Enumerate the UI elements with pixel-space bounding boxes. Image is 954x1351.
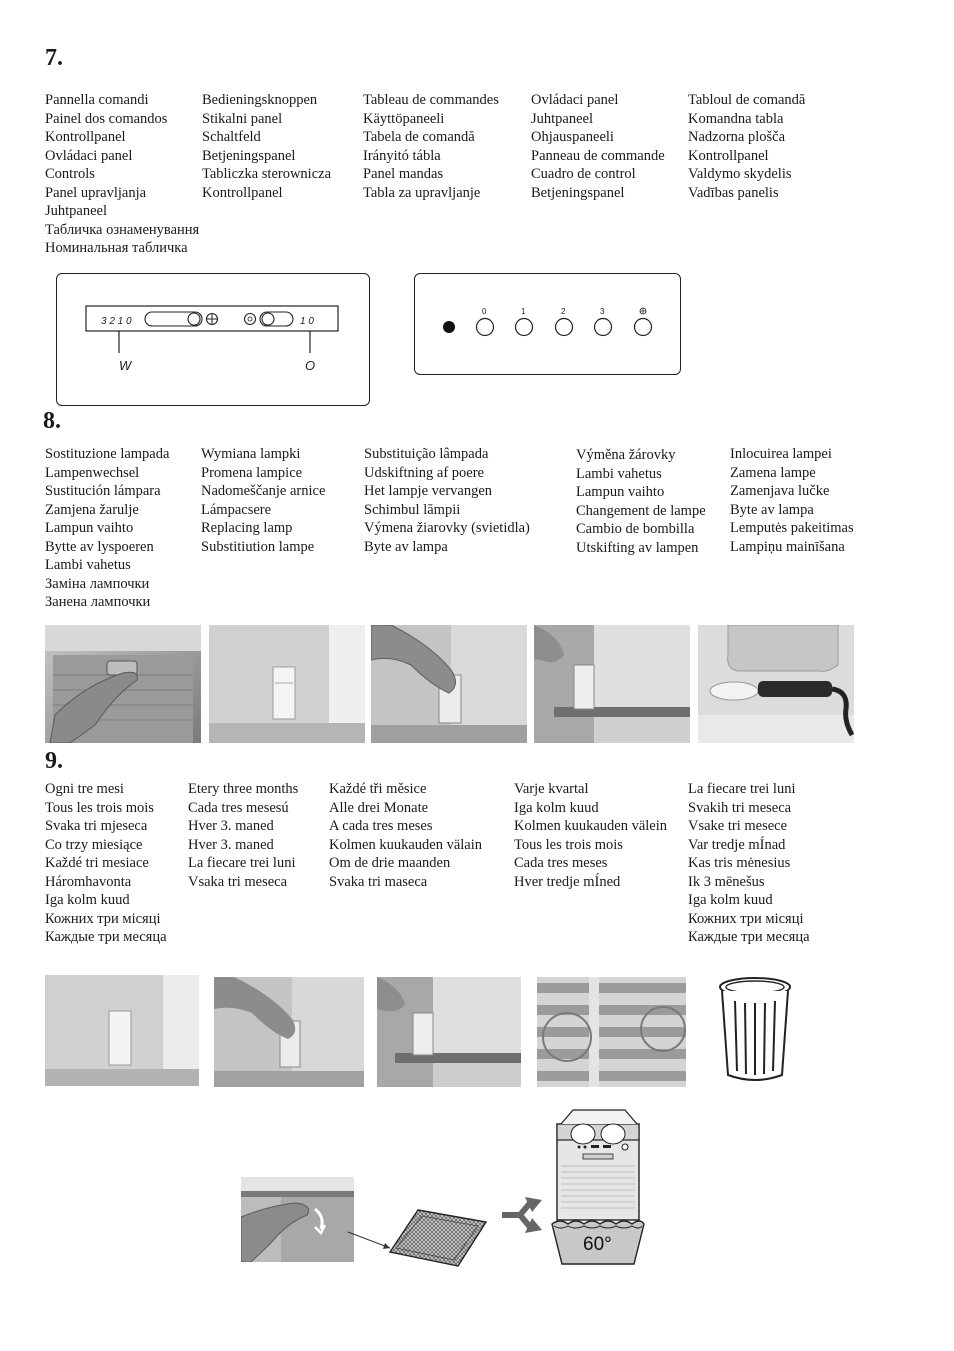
speed-1-button — [516, 319, 533, 336]
list-item: Co trzy miesiące — [45, 836, 143, 853]
list-item: Занена лампочки — [45, 594, 151, 610]
list-item: Lampenwechsel — [45, 464, 140, 481]
list-item: Kontrollpanel — [45, 129, 126, 145]
list-item: Каждые три месяца — [45, 929, 167, 945]
list-item: A cada tres meses — [329, 818, 433, 834]
button-panel-drawing — [415, 274, 680, 374]
list-item: Svakih tri meseca — [688, 799, 792, 816]
list-item: Painel dos comandos — [45, 110, 168, 127]
list-item: Každé tři měsice — [329, 781, 427, 797]
list-item: Replacing lamp — [201, 520, 293, 536]
section-7-col-4 — [531, 91, 665, 202]
section-7-col-1 — [45, 91, 199, 258]
list-item: Háromhavonta — [45, 873, 132, 890]
list-item: Tous les trois mois — [514, 836, 623, 853]
list-item: Om de drie maanden — [329, 855, 451, 871]
speed-2-button — [556, 319, 573, 336]
trash-bin-icon — [715, 975, 795, 1085]
section-7-col-2 — [202, 91, 331, 202]
label-o: O — [305, 358, 316, 373]
list-item: Svaka tri mjeseca — [45, 818, 148, 834]
button-control-panel-diagram — [414, 273, 681, 375]
list-item: Kolmen kuukauden välein — [514, 818, 668, 834]
section-8-col-4 — [576, 446, 706, 557]
list-item: Lambi vahetus — [45, 557, 131, 573]
list-item: Zamjena žarulje — [45, 501, 139, 518]
list-item: Byte av lampa — [364, 538, 448, 555]
list-item: Cambio de bombilla — [576, 521, 695, 537]
list-item: Lámpacsere — [201, 501, 272, 518]
left-slider-scale: 3 2 1 0 — [101, 316, 132, 327]
list-item: Tabla za upravljanje — [363, 184, 481, 201]
list-item: Alle drei Monate — [329, 799, 429, 816]
list-item: Udskiftning af poere — [364, 464, 484, 481]
list-item: Schimbul lămpii — [364, 501, 461, 518]
list-item: Cada tres meses — [514, 855, 608, 871]
list-item: Кожних три місяці — [45, 910, 161, 927]
list-item: Hver 3. maned — [188, 818, 274, 834]
metal-grease-filter — [388, 1208, 488, 1268]
list-item: Ovládaci panel — [45, 147, 133, 164]
section-8-heading: 8. — [43, 408, 61, 434]
button-label-0: 0 — [482, 307, 487, 316]
list-item: Zamenjava lučke — [730, 483, 830, 499]
light-button — [635, 319, 652, 336]
light-icon — [640, 308, 646, 314]
list-item: Panneau de commande — [531, 147, 665, 164]
section-8-col-2 — [201, 445, 325, 556]
list-item: Pannella comandi — [45, 92, 149, 108]
photo-filter-clip-2 — [214, 977, 364, 1087]
list-item: Sustitución lámpara — [45, 483, 161, 499]
list-item: Lampiņu mainīšana — [730, 538, 845, 555]
wash-options-arrow — [500, 1195, 555, 1240]
list-item: Betjeningspanel — [531, 184, 625, 201]
section-9-col-3 — [329, 780, 482, 891]
list-item: Vsaka tri meseca — [188, 873, 288, 890]
list-item: Utskifting av lampen — [576, 539, 699, 556]
list-item: Nadzorna plošča — [688, 129, 786, 145]
list-item: Iga kolm kuud — [688, 892, 773, 908]
section-8-col-3 — [364, 445, 530, 556]
list-item: Ovládaci panel — [531, 92, 619, 108]
list-item: Betjeningspanel — [202, 147, 296, 164]
list-item: Tabloul de comandă — [688, 92, 806, 108]
speed-3-button — [595, 319, 612, 336]
list-item: Iga kolm kuud — [514, 799, 599, 816]
indicator-light — [443, 321, 455, 333]
list-item: La fiecare trei luni — [688, 781, 796, 797]
list-item: Kontrollpanel — [688, 147, 769, 164]
list-item: Byte av lampa — [730, 501, 814, 518]
button-label-2: 2 — [561, 307, 566, 316]
list-item: Tabliczka sterownicza — [202, 166, 332, 182]
photo-grease-filter-removal — [241, 1177, 354, 1262]
list-item: Заміна лампочки — [45, 575, 150, 592]
photo-filter-clip-3 — [377, 977, 521, 1087]
list-item: Komandna tabla — [688, 110, 784, 127]
list-item: Výmena žiarovky (svietidla) — [364, 520, 530, 536]
list-item: Stikalni panel — [202, 110, 283, 127]
list-item: Hver 3. maned — [188, 836, 274, 853]
section-8-col-1 — [45, 445, 169, 612]
list-item: Lemputės pakeitimas — [730, 520, 854, 536]
section-9-col-5 — [688, 780, 810, 947]
list-item: Tableau de commandes — [363, 92, 499, 108]
list-item: Valdymo skydelis — [688, 166, 792, 182]
list-item: Výměna žárovky — [576, 447, 676, 463]
list-item: Käyttöpaneeli — [363, 110, 445, 127]
list-item: Cuadro de control — [531, 166, 636, 182]
wash-temperature-label: 60° — [583, 1234, 612, 1255]
slider-panel-drawing — [57, 274, 369, 405]
list-item: Iga kolm kuud — [45, 892, 130, 908]
list-item: Každé tri mesiace — [45, 855, 149, 871]
list-item: Kontrollpanel — [202, 184, 283, 201]
speed-0-button — [477, 319, 494, 336]
photo-clip-released — [534, 625, 690, 743]
list-item: La fiecare trei luni — [188, 855, 296, 871]
right-slider-scale: 1 0 — [300, 316, 314, 327]
list-item: Substituição lâmpada — [364, 446, 489, 462]
list-item: Ohjauspaneeli — [531, 129, 614, 145]
list-item: Tous les trois mois — [45, 799, 154, 816]
section-9-heading: 9. — [45, 748, 63, 774]
list-item: Номинальная табличка — [45, 240, 188, 256]
list-item: Vadības panelis — [688, 184, 779, 201]
list-item: Juhtpaneel — [45, 203, 108, 219]
list-item: Vsake tri mesece — [688, 818, 788, 834]
list-item: Varje kvartal — [514, 781, 589, 797]
list-item: Inlocuirea lampei — [730, 446, 832, 462]
photo-filter-release — [45, 625, 201, 743]
section-9-col-2 — [188, 780, 298, 891]
list-item: Het lampje vervangen — [364, 483, 493, 499]
list-item: Hver tredje mÍned — [514, 873, 621, 890]
list-item: Panel upravljanja — [45, 184, 147, 201]
section-7-col-3 — [363, 91, 499, 202]
section-8-col-5 — [730, 445, 854, 556]
list-item: Juhtpaneel — [531, 110, 594, 127]
dishwasher-icon — [553, 1106, 643, 1226]
section-7-heading: 7. — [45, 45, 63, 71]
list-item: Lampun vaihto — [576, 484, 665, 500]
list-item: Lampun vaihto — [45, 520, 134, 536]
photo-clip-pressing — [371, 625, 527, 743]
list-item: Kolmen kuukauden välain — [329, 836, 483, 853]
list-item: Каждые три месяца — [688, 929, 810, 945]
list-item: Bedieningsknoppen — [202, 92, 318, 108]
list-item: Kas tris mėnesius — [688, 855, 791, 871]
slider-control-panel-diagram — [56, 273, 370, 406]
list-item: Cada tres mesesú — [188, 799, 289, 816]
list-item: Svaka tri maseca — [329, 873, 428, 890]
list-item: Schaltfeld — [202, 129, 261, 145]
list-item: Changement de lampe — [576, 502, 706, 519]
list-item: Promena lampice — [201, 464, 303, 481]
button-label-3: 3 — [600, 307, 605, 316]
list-item: Substitiution lampe — [201, 538, 315, 555]
list-item: Irányitó tábla — [363, 147, 441, 164]
label-w: W — [119, 358, 132, 373]
list-item: Bytte av lyspoeren — [45, 538, 154, 555]
list-item: Кожних три місяці — [688, 910, 804, 927]
list-item: Tabela de comandă — [363, 129, 475, 145]
list-item: Табличка ознаменування — [45, 221, 200, 238]
section-7-col-5 — [688, 91, 805, 202]
section-9-col-4 — [514, 780, 667, 891]
photo-carbon-filter — [537, 977, 686, 1087]
button-label-1: 1 — [521, 307, 526, 316]
list-item: Zamena lampe — [730, 464, 816, 481]
light-icon — [207, 314, 218, 325]
fan-icon — [245, 314, 256, 325]
list-item: Etery three months — [188, 781, 299, 797]
list-item: Controls — [45, 166, 95, 182]
list-item: Panel mandas — [363, 166, 444, 182]
list-item: Var tredje mÍnad — [688, 836, 786, 853]
list-item: Ogni tre mesi — [45, 781, 124, 797]
photo-lamp-bulb — [698, 625, 854, 743]
photo-clip-closeup-1 — [209, 625, 365, 743]
section-9-col-1 — [45, 780, 167, 947]
list-item: Wymiana lampki — [201, 446, 301, 462]
list-item: Sostituzione lampada — [45, 446, 170, 462]
list-item: Ik 3 mēnešus — [688, 873, 765, 890]
list-item: Lambi vahetus — [576, 465, 662, 482]
photo-filter-clip-1 — [45, 975, 199, 1086]
list-item: Nadomeščanje arnice — [201, 483, 326, 499]
